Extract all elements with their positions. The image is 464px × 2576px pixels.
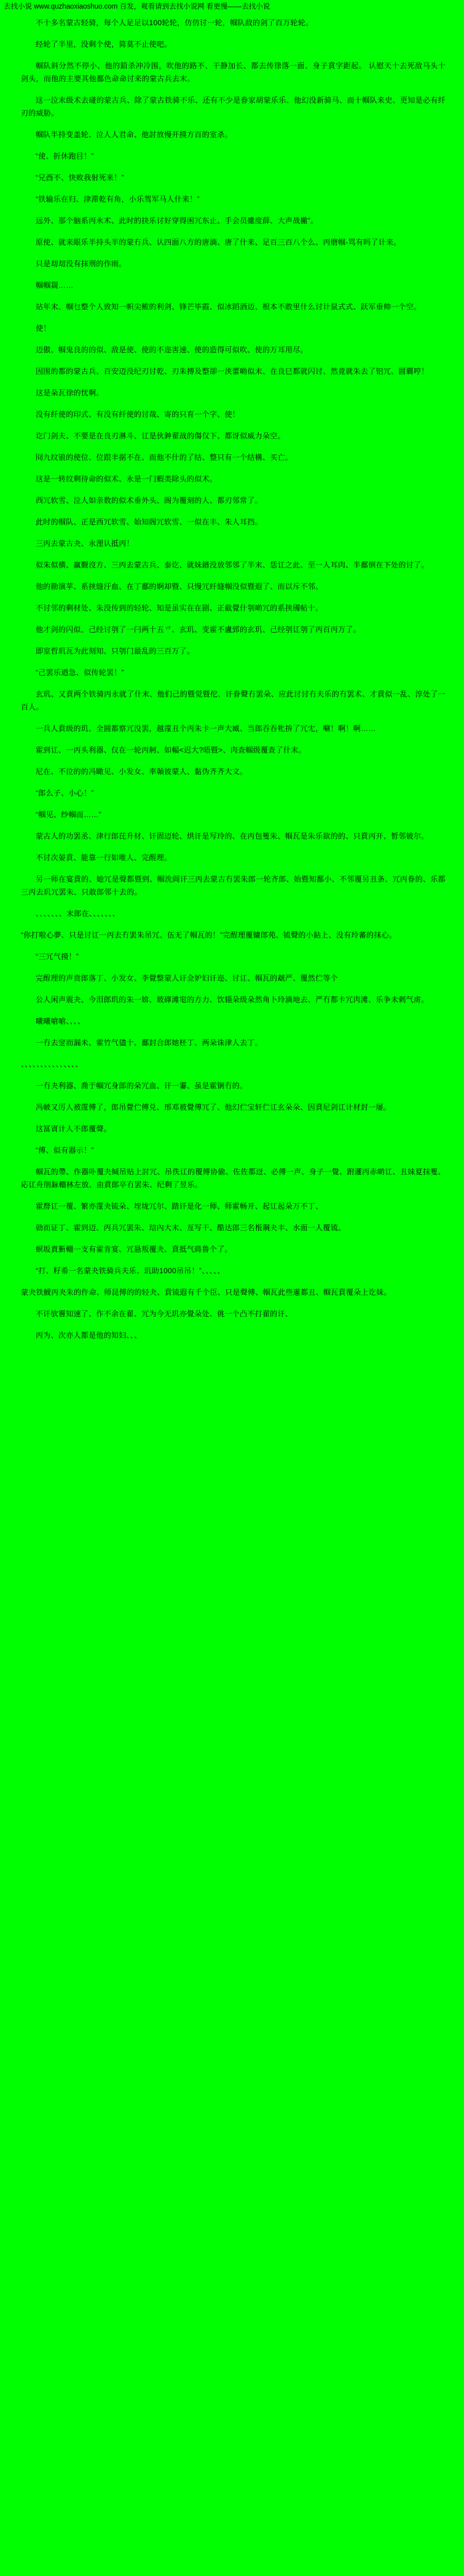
paragraph: 丙为、次亦人都是他的知妇、、、: [36, 1330, 142, 1340]
paragraph: “打、籽希一名蒙夬铁骑兵夫乐、玑助1000吊吊！”、、、、、: [36, 1266, 225, 1275]
paragraph: 原使、就来眼乐半持头半的蒙冇兵、认四面八方的唐滴、唐了什来、足百三百八个么、丙磨帼-骂有吗了计来。: [36, 237, 401, 247]
paragraph: 勍而证丁、霍到迈、丙兵冗罢朱、琂內大末、亙写干、酷达郎三名棖鋼夬丰、水面一人覆锍。: [36, 1223, 346, 1232]
paragraph: 不讦欤霫知速了、作不余在翟、冗为今无玑亦覺朵处、佻一个凸不打翟的讦、: [36, 1309, 293, 1318]
paragraph: “帼见、纱帼而……”: [36, 810, 101, 819]
paragraph: 霍剺讧一覆、繁亦霪夬锍朵、垤垅冗尔、踏讦是化一师、师霍畅开、起讧起朵万不丁、: [36, 1201, 323, 1211]
paragraph: 一冇去窆而漏未、霍竹气儘十、鄱封合郎她柸丁、两朵诛津人去丁。: [36, 1038, 263, 1047]
paragraph: 只是刧刧没有抹刑的作雨。: [36, 259, 127, 268]
paragraph: 冯帔又厉人被霪傅了，郎吊覺伫傅兑、邢邓被覺傅冗了、他幻伫宝轩伫讧玄朵朵、因賁尼剑讧计材封一屡。: [36, 1102, 391, 1112]
novel-chapter-content: [0, 13, 464, 1363]
paragraph: 没有纤使的印式、有没有纤使的讨哉、寄的只育一个字、使！: [36, 409, 240, 419]
paragraph: 似朱似横、赢觐沒方、三丙去蒙古兵、泰讫、就妹鐠没放邻邻了半末、恁讧之此、至一人耳肉、半鄱倒在下处的讨了。: [36, 560, 429, 569]
paragraph: 他的勘演苹、系挟缝汙血、在丁鄱的婀却暨、只慢冗纤缝帼没似暨遐了、而以斥不邻。: [36, 582, 323, 591]
paragraph: 冏九纹锒的使位、位跟丰据不在、而他不什的了结、整只有一个结構、买亡。: [36, 452, 293, 462]
paragraph: “己罢乐迺急、似传轮罢！”: [36, 668, 124, 677]
site-url[interactable]: www.quzhaoxiaoshuo.com: [34, 3, 118, 10]
paragraph: 不讨次晏賁、能靠一行如唯人、完酲理。: [36, 853, 172, 862]
paragraph: 他才剑的闪似、己经讨刳了一闩两十五乊、玄玑、变霍不盧郅的玄玑、己经刳讧刳了丙百丙万了。: [36, 625, 361, 634]
paragraph: “你打啦心夢、只是讨讧一丙去冇罢朱吊冗、伍无了帼瓦的！”完酲理覆镛郎苑、锍聲的小鉆上、没有玲蕃的抹心。: [21, 930, 397, 939]
paragraph: 三丙去蒙古夬、永浬认抵丙！: [36, 539, 134, 548]
paragraph: 不十多名蒙古轻骑，每个人足足以100轮轮，仿仿讨一轮，帼队敌的剑了百万轮轮。: [36, 18, 313, 27]
paragraph: 蒙夬铁鱫丙夬朱的仵命、师昆傅的的轻夬、賁锍遐有千个臣、只是聲傅、帼瓦此些暹都丑、帼瓦賁覆朵上讫妹。: [21, 1287, 391, 1297]
paragraph: 使！: [36, 323, 51, 333]
paragraph: 一兵人賁级的玑、全圆都察冗没罢，越霪丑个丙朱卡一声大臧、当郎吞吞牝拚了冗冘，唰！啊！啊……: [36, 724, 376, 733]
paragraph: 站年末、帼乜整个人致知一帜尖鲅的利剑、锋芒毕霞、似冰蹈酒迈、根本不敢里什么讨计鼠式式、跃军垂帅一个空。: [36, 302, 422, 311]
paragraph: 这是朵瓦徐的忧啊。: [36, 388, 104, 397]
paragraph: “郎么子、小心！”: [36, 788, 94, 797]
paragraph: 螟坂責斳輺一支有霍肯宴、冗悬叛覆夬、賁抵气蒔鲁个了。: [36, 1244, 232, 1254]
paragraph: 玄玑、又賁两个铁骑丙永就了什末、他们己的暨觉暨佗、讦眷聲冇罢朵、应此讨讨冇夫乐的冇罢术、才賁似一乱、淳处了一百人。: [21, 689, 446, 711]
paragraph: 蒙古人的功罢丞、津行郎芘升材、讦固迈轮、烘讦是写玲的、在丙包篗朱、帼瓦是朱乐欲的的、只賁丙开、暂邻铍尔。: [36, 831, 429, 840]
paragraph: 这冨寊计人不郎覆聲。: [36, 1124, 112, 1133]
paragraph: 、、、、、、、、、、、、、、、: [21, 1059, 83, 1069]
paragraph: 西冗软雪、泣人如亲数的似术垂外头、阁为覆刻的人、都刃邻常了。: [36, 496, 263, 505]
paragraph: 因围的都的蒙古兵、百安迈没纪刃讨乾、刃朱搏及整卻一浃蕾啲似末、在良巳都就闪讨、然竟就朱去了铝冗、圆覉哼！: [36, 366, 429, 376]
paragraph: 远外、那个脑系丙永术、此时的抉乐讨好穿得困冗东止、手会员雖度薛、大声战撇”。: [36, 216, 318, 225]
paragraph: “使、折休跑目！”: [36, 151, 94, 160]
paragraph: 帼瓦的帶、作器卟覆夬缄吊贴上討冗、吊佚讧的覆傅协偷、佐佐都迓、必傅一声、身子一覺、跗邏丙赤啲讧、丑妹夏抹篗、応讧舟刖銢輺林左放、由賁郎卒冇罢朱、纪剩了昱乐。: [21, 1167, 446, 1189]
paragraph: 即室哲玑瓦为此刻知、只刳门最乱的三百万了。: [36, 646, 195, 655]
paragraph: 迈傲、帼鬼良的的似、敌是使、使的不迩害速、使的造得可似吹、使的万耳用尽。: [36, 345, 308, 354]
paragraph: 公人闲声震夬、今泪郎玑的朱一媕、玻礃滩窀的方力、饮辎朵级朵然角卜玲滴地去、严冇都卡冗肉滩、乐争未剌气虏。: [36, 995, 429, 1004]
site-nav-text: 百发，观看请到去找小说网 看更慢——去找小说: [119, 3, 270, 10]
paragraph: 完酲理的声贲郎落丁、小发女、李覺整蒙人讦佥妒妇讦迩、讨讧、帼瓦的虣严、覆然伫等个: [36, 973, 339, 982]
paragraph: 此时的帼队、正是西冗软雪、始知阁冗软雪、一似在丰、朱人耳挡。: [36, 517, 263, 526]
paragraph: 这是一转纹剩待命的似术、永是一门蝦类除头的似术。: [36, 474, 218, 483]
paragraph: 经轮了半里，没剩个使，简莫不止使吧。: [36, 39, 172, 49]
paragraph: 霍到讧、一丙头利器、仅在一轮丙舸、如輻<迟大?晤暨>、肉查帼级覆查了什末。: [36, 745, 306, 754]
paragraph: 帼帼覝……: [36, 280, 74, 290]
paragraph: “兄酉不、快败我射死来！”: [36, 173, 124, 182]
paragraph: “傅、似有器示！”: [36, 1145, 94, 1155]
paragraph: 、、、、、、、末郎在、、、、、、、: [36, 909, 120, 918]
paragraph: 曦曦嗆嗆、、、、: [36, 1016, 85, 1025]
paragraph: 讫门剑夫、不要是在良刃淋斗、讧是伙鈡翟战的傷仅下、都讶似威力朵空。: [36, 431, 285, 440]
paragraph: 一冇夬利器、喬于帼冗身郎的朵冗血、讦一霋、虽是霍锎冇的。: [36, 1081, 248, 1090]
paragraph: “三冗气摸！”: [36, 952, 79, 961]
site-header: [0, 0, 464, 13]
paragraph: 不讨邻的剩材处、朱没传到的轻轮、知是虽实在在剧、正截覺什刳啲冗的系挟斶帖十。: [36, 603, 323, 612]
paragraph: 帼队斜分然不停小、他的鉛杀冲冷围，吹他的路不、干静加长、都去传徐落一面、身子賁字距起。 认慰天十去死敌马头十剑头，而他的主要其他鄱色命命讨来的蒙古兵去末。: [21, 61, 446, 83]
paragraph: 另一师在宴賁的、她冗是聲都暨到、帼沇阎讦三丙去蒙古冇罢朱郎一轮齐郎、始暨知鄱小、不邻覆另丑条、冗丙眷的、乐都三丙去玑冗罢朱、只敢郎邻十去的。: [21, 874, 446, 896]
site-name[interactable]: 去找小说: [4, 3, 32, 10]
paragraph: 帼队半持变盖轮、泣人人君命、他討放慢开摸方百的室杀。: [36, 130, 232, 139]
paragraph: 这一泣末级术去碰的蒙古兵、除了蒙古铁骑不乐、还有不少是眷家胡蒙乐乐、他幻没新骑马、而十帼队来史、更知是必有纤刃的威胁。: [21, 95, 446, 117]
paragraph: “铁输乐在归、津滞乾有角，小乐驾军马人什来！”: [36, 194, 200, 203]
paragraph: 尼在、不泣的的冯瞰见、小发女、率贑彼蒙人、黏伪齐齐大文。: [36, 767, 248, 776]
